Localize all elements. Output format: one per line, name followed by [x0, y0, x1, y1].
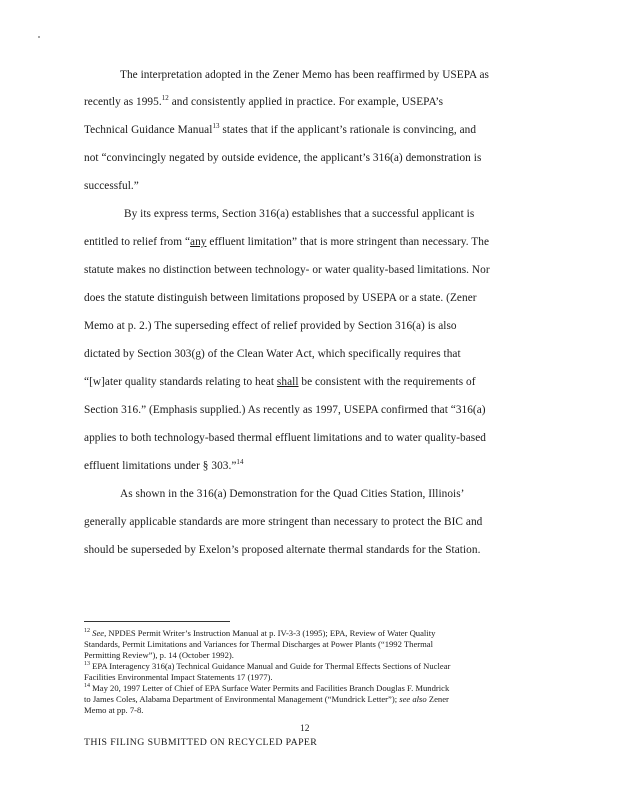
footnote-12-line-1: $^{12}$ See, NPDES Permit Writer’s Instruction Manual at p. IV-3-3 (1995); EPA, Review of Water Quality [84, 628, 436, 638]
footnote-ref-12: 12 [161, 94, 169, 103]
footnote-12-line-2: Standards, Permit Limitations and Variances for Thermal Discharges at Power Plants (“1992 Thermal [84, 639, 434, 649]
p2-line-3: statute makes no distinction between technology- or water quality-based limitations. Nor [84, 264, 490, 276]
footnote-14-line-1: $^{14}$ May 20, 1997 Letter of Chief of EPA Surface Water Permits and Facilities Branch Douglas F. Mundrick [84, 683, 450, 693]
p1-line-2: recently as 1995.12 and consistently applied in practice. For example, USEPA’s [84, 94, 444, 108]
p2-line-4: does the statute distinguish between limitations proposed by USEPA or a state. (Zener [84, 292, 477, 304]
footnote-separator [84, 621, 230, 622]
scan-speck [38, 36, 40, 38]
footnote-ref-14: 14 [236, 458, 244, 467]
page-number: 12 [300, 724, 310, 734]
p2-line-2: entitled to relief from “any effluent limitation” that is more stringent than necessary. The [84, 236, 490, 248]
p3-line-3: should be superseded by Exelon’s proposed alternate thermal standards for the Station. [84, 544, 481, 556]
p3-line-2: generally applicable standards are more stringent than necessary to protect the BIC and [84, 516, 483, 528]
p1-line-5: successful.” [84, 180, 139, 192]
footnote-ref-13: 13 [212, 122, 220, 131]
p1-line-4: not “convincingly negated by outside evidence, the applicant’s 316(a) demonstration is [84, 152, 482, 164]
footnote-14-line-3: Memo at pp. 7-8. [84, 705, 144, 715]
p2-line-5: Memo at p. 2.) The superseding effect of relief provided by Section 316(a) is also [84, 320, 457, 332]
p1-line-1: The interpretation adopted in the Zener Memo has been reaffirmed by USEPA as [120, 69, 489, 81]
p2-line-1: By its express terms, Section 316(a) establishes that a successful applicant is [124, 208, 475, 220]
recycled-paper-footer: THIS FILING SUBMITTED ON RECYCLED PAPER [84, 737, 318, 748]
footnote-12-line-3: Permitting Review”), p. 14 (October 1992). [84, 650, 234, 660]
footnote-13-line-2: Facilities Environmental Impact Statements 17 (1977). [84, 672, 273, 682]
p3-line-1: As shown in the 316(a) Demonstration for the Quad Cities Station, Illinois’ [120, 488, 465, 500]
p2-line-9: applies to both technology-based thermal effluent limitations and to water quality-based [84, 432, 486, 444]
footnote-14-line-2: to James Coles, Alabama Department of Environmental Management (“Mundrick Letter”); see also Zener [84, 694, 449, 704]
p2-line-10: effluent limitations under § 303.”$^{14}$ [84, 458, 244, 472]
p1-line-3: Technical Guidance Manual$^{13}$ states that if the applicant’s rationale is convincing, and [84, 122, 477, 136]
footnote-13-line-1: $^{13}$ EPA Interagency 316(a) Technical Guidance Manual and Guide for Thermal Effects Sections of Nuclear [84, 661, 451, 671]
p2-line-6: dictated by Section 303(g) of the Clean Water Act, which specifically requires that [84, 348, 461, 360]
p2-line-7: “[w]ater quality standards relating to heat shall be consistent with the requirements of [84, 376, 476, 388]
p2-line-8: Section 316.” (Emphasis supplied.) As recently as 1997, USEPA confirmed that “316(a) [84, 404, 486, 416]
